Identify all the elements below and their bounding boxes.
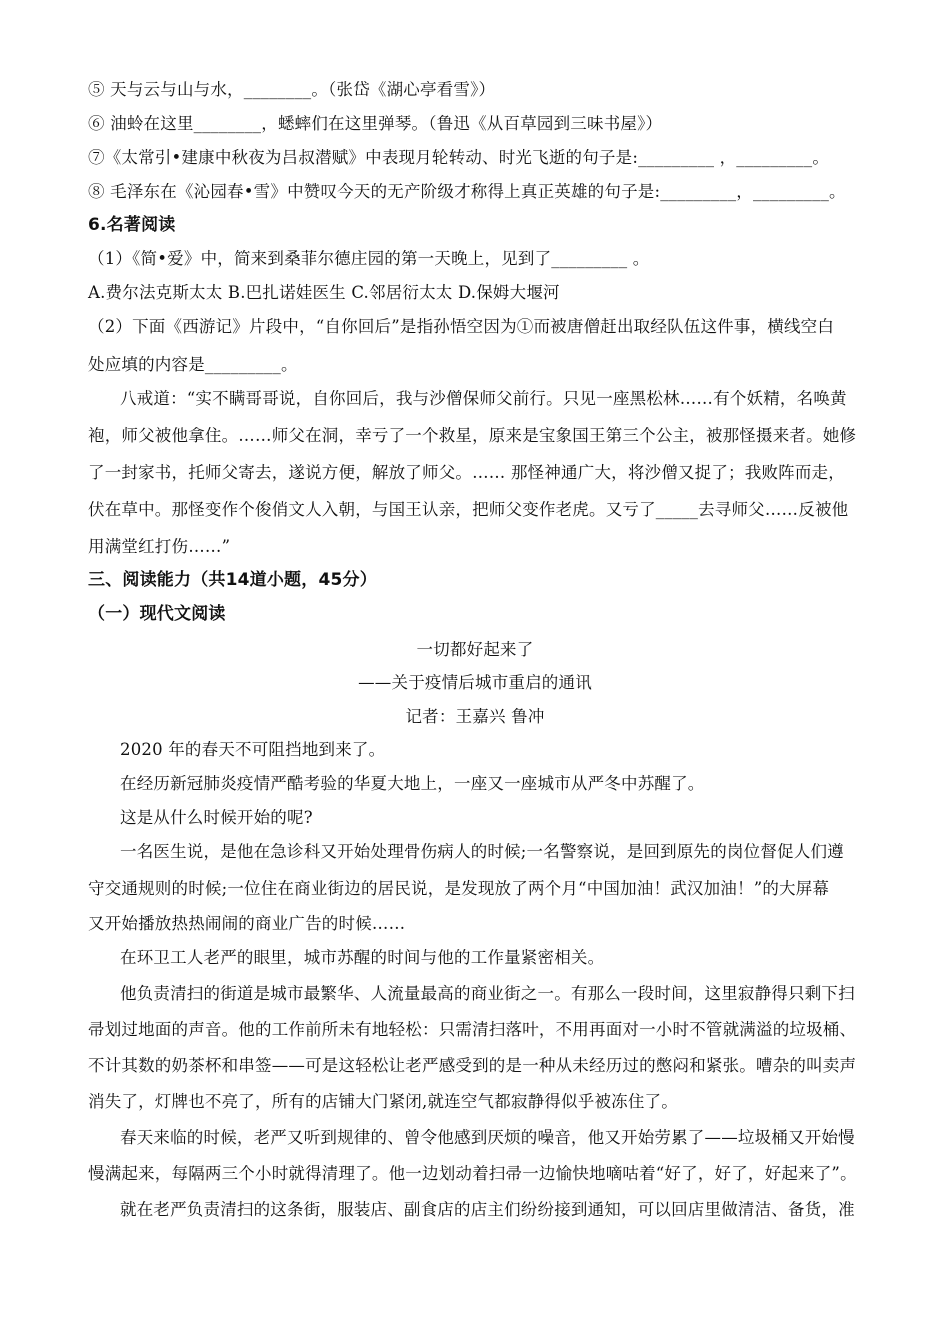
article-line: 不计其数的奶茶杯和串签——可是这轻松让老严感受到的是一种从未经历过的憋闷和紧张。嘈杂的叫卖声 bbox=[88, 1056, 857, 1075]
article-line: 守交通规则的时候;一位住在商业街边的居民说，是发现放了两个月“中国加油！武汉加油！”的大屏幕 bbox=[88, 879, 830, 898]
article-byline: 记者：王嘉兴 鲁冲 bbox=[405, 707, 545, 726]
section-3-heading: 三、阅读能力（共14道小题，45分） bbox=[88, 570, 377, 590]
article-line: 在经历新冠肺炎疫情严酷考验的华夏大地上，一座又一座城市从严冬中苏醒了。 bbox=[120, 774, 705, 793]
article-subtitle: ——关于疫情后城市重启的通讯 bbox=[358, 673, 592, 692]
question-item-8: ⑧ 毛泽东在《沁园春•雪》中赞叹今天的无产阶级才称得上真正英雄的句子是:_________，_________。 bbox=[88, 182, 846, 201]
question-item-5: ⑤ 天与云与山与水，________。（张岱《湖心亭看雪》） bbox=[88, 80, 496, 99]
article-line: 一名医生说，是他在急诊科又开始处理骨伤病人的时候;一名警察说，是回到原先的岗位督促人们遵 bbox=[120, 842, 844, 861]
article-line: 慢满起来，每隔两三个小时就得清理了。他一边划动着扫帚一边愉快地嘀咕着“好了，好了，好起来了”。 bbox=[88, 1164, 857, 1183]
question-item-6: ⑥ 油蛉在这里________，蟋蟀们在这里弹琴。（鲁迅《从百草园到三味书屋》） bbox=[88, 114, 663, 133]
article-line: 春天来临的时候，老严又听到规律的、曾令他感到厌烦的噪音，他又开始劳累了——垃圾桶又开始慢 bbox=[120, 1128, 855, 1147]
article-line: 在环卫工人老严的眼里，城市苏醒的时间与他的工作量紧密相关。 bbox=[120, 948, 605, 967]
passage-line: 八戒道：“实不瞒哥哥说，自你回后，我与沙僧保师父前行。只见一座黑松林……有个妖精，名唤黄 bbox=[120, 389, 847, 408]
passage-line: 了一封家书，托师父寄去，遂说方便，解放了师父。…… 那怪神通广大，将沙僧又捉了；我败阵而走， bbox=[88, 463, 845, 482]
passage-line: 用满堂红打伤……” bbox=[88, 537, 231, 556]
article-title: 一切都好起来了 bbox=[416, 640, 534, 659]
question-6-1-options: A.费尔法克斯太太 B.巴扎诺娃医生 C.邻居衍太太 D.保姆大堰河 bbox=[88, 283, 560, 302]
article-line: 帚划过地面的声音。他的工作前所未有地轻松：只需清扫落叶，不用再面对一小时不管就满溢的垃圾桶、 bbox=[88, 1020, 857, 1039]
section-6-heading: 6.名著阅读 bbox=[88, 215, 176, 235]
question-6-1: （1）《简•爱》中，简来到桑菲尔德庄园的第一天晚上，见到了_________ 。 bbox=[88, 249, 650, 268]
article-line: 2020 年的春天不可阻挡地到来了。 bbox=[120, 740, 386, 759]
question-6-2-line1: （2）下面《西游记》片段中，“自你回后”是指孙悟空因为①而被唐僧赶出取经队伍这件事，横线空白 bbox=[88, 317, 835, 336]
passage-line: 伏在草中。那怪变作个俊俏文人入朝，与国王认亲，把师父变作老虎。又亏了_____去寻师父……反被他 bbox=[88, 500, 849, 519]
question-6-2-line2: 处应填的内容是_________。 bbox=[88, 355, 298, 374]
subsection-heading: （一）现代文阅读 bbox=[88, 604, 226, 624]
question-item-7: ⑦《太常引•建康中秋夜为吕叔潜赋》中表现月轮转动、时光飞逝的句子是:_________ ，_________。 bbox=[88, 148, 830, 167]
passage-line: 袍，师父被他拿住。……师父在洞，幸亏了一个救星，原来是宝象国王第三个公主，被那怪摄来者。她修 bbox=[88, 426, 857, 445]
article-line: 这是从什么时候开始的呢? bbox=[120, 808, 313, 827]
article-line: 他负责清扫的街道是城市最繁华、人流量最高的商业街之一。有那么一段时间，这里寂静得只剩下扫 bbox=[120, 984, 855, 1003]
article-line: 又开始播放热热闹闹的商业广告的时候…… bbox=[88, 914, 406, 933]
article-line: 消失了，灯牌也不亮了，所有的店铺大门紧闭,就连空气都寂静得似乎被冻住了。 bbox=[88, 1092, 678, 1111]
article-line: 就在老严负责清扫的这条街，服装店、副食店的店主们纷纷接到通知，可以回店里做清洁、备货，准 bbox=[120, 1200, 855, 1219]
